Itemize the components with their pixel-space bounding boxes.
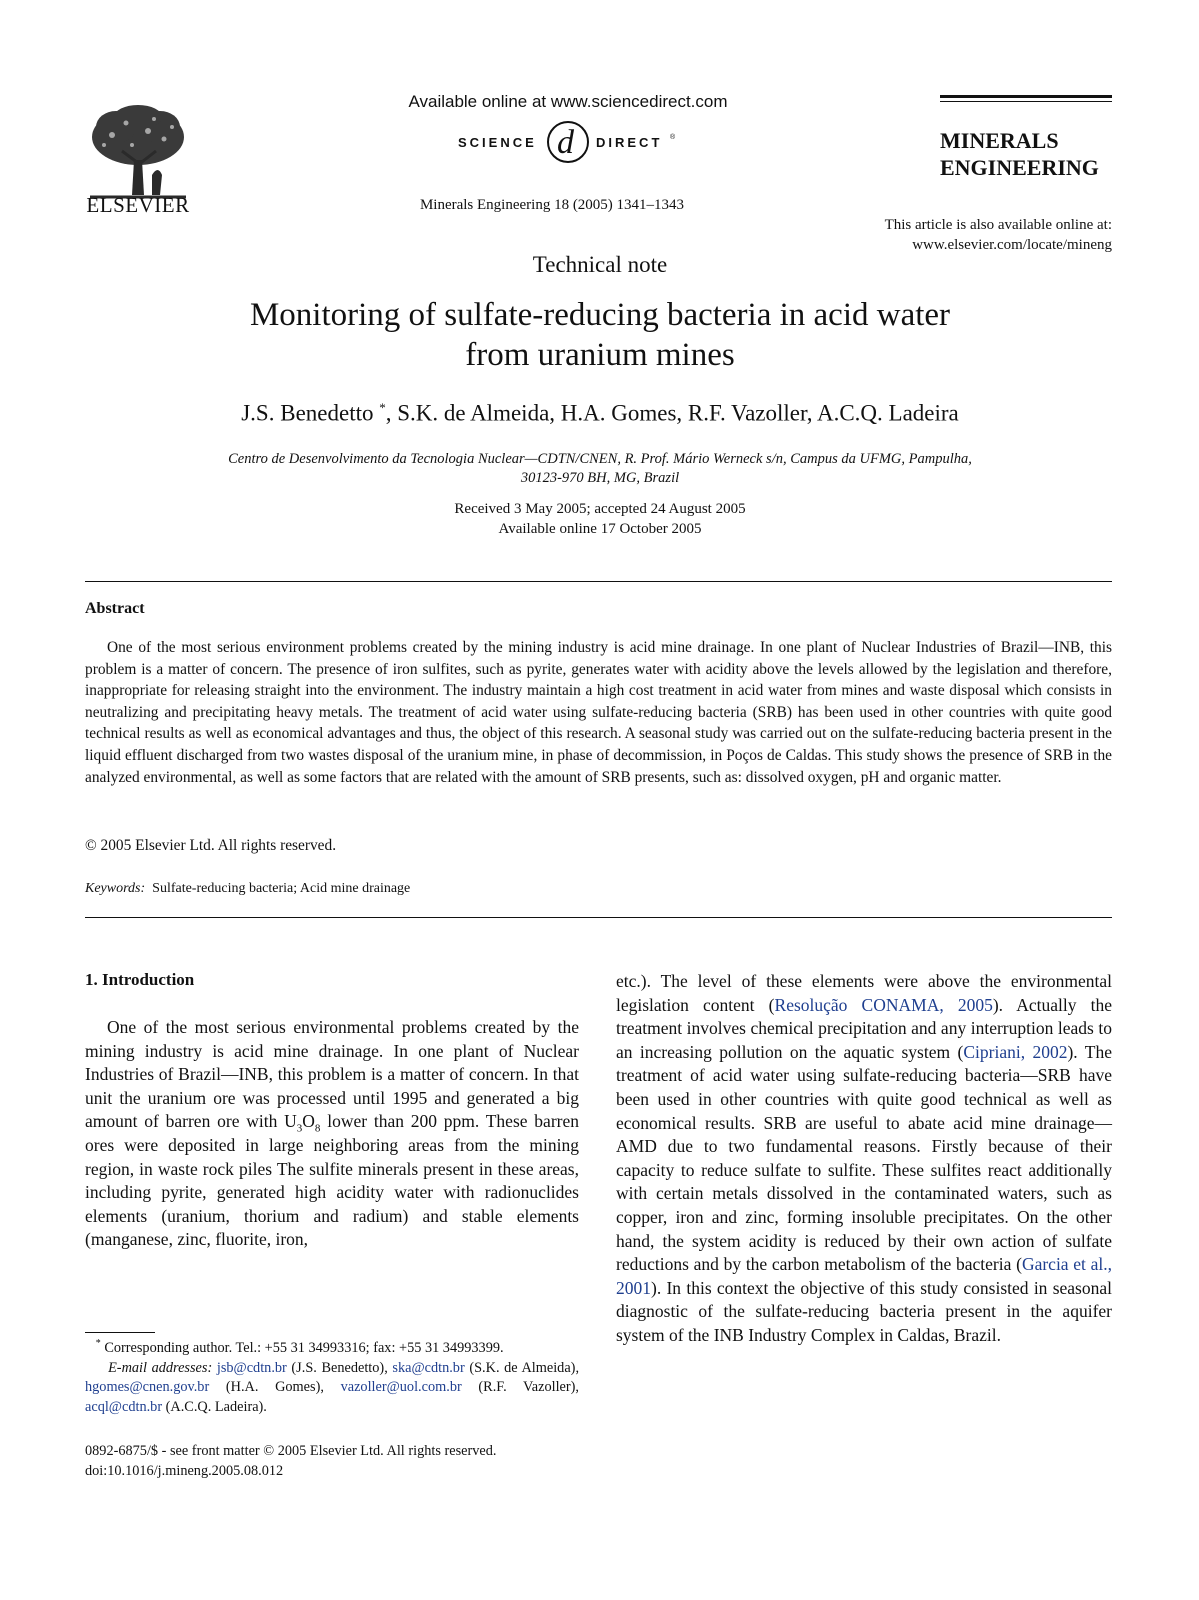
abstract-bottom-rule	[85, 917, 1112, 918]
intro-paragraph-1	[85, 1016, 579, 1252]
affiliation-line2: 30123-970 BH, MG, Brazil	[520, 470, 680, 486]
reference-link-garcia[interactable]: Garcia et al., 2001	[616, 1254, 1113, 1298]
article-title	[150, 295, 1050, 375]
journal-citation: Minerals Engineering 18 (2005) 1341–1343	[419, 197, 685, 213]
intro-text-f: ). In this context the objective of this study consisted in seasonal diagnostic of the sulfate-reducing bacteria present in the aquifer system of the INB Industry Complex in Caldas, Brazil.	[616, 1277, 1112, 1345]
journal-rule-thin	[940, 101, 1112, 102]
intro-text-o: O	[302, 1111, 315, 1132]
elsevier-wordmark: ELSEVIER	[86, 193, 190, 217]
email-link-3[interactable]: hgomes@cnen.gov.br	[85, 1379, 210, 1395]
sd-logo-mark: d	[557, 124, 574, 161]
intro-text-e: ). The treatment of acid water using sulfate-reducing bacteria—SRB have been used in other countries with quite good technical as well as economical results. SRB are useful to abate acid mine drainage—AMD due to two fundamental reasons. Firstly because of their capacity to reduce sulfate to sulfite. These sulfites react additionally with certain metals dissolved in the contaminated waters, such as copper, iron and zinc, forming insoluble precipitates. On the other hand, the system acidity is reduced by their own action of sulfate reductions and by the carbon metabolism of the bacteria (	[616, 1041, 1112, 1275]
footnote-mark: *	[95, 1338, 101, 1350]
intro-text-b: lower than 200 ppm. These barren ores were deposited in large neighboring areas from the mining region, in waste rock piles The sulfite minerals present in these areas, including pyrite, generated high acidity water with radionuclides elements (uranium, thorium and radium) and stable elements (manganese, zinc, fluorite, iron,	[85, 1111, 579, 1250]
subscript-8: 8	[314, 1122, 321, 1135]
title-line1: Monitoring of sulfate-reducing bacteria in acid water	[249, 297, 951, 333]
front-matter	[85, 1442, 585, 1481]
reference-link-conama[interactable]: Resolução CONAMA, 2005	[774, 994, 993, 1015]
journal-name-line1: MINERALS	[940, 128, 1059, 153]
footnote-rule	[85, 1332, 155, 1333]
author-1: J.S. Benedetto	[241, 400, 374, 426]
email-owner-3: (H.A. Gomes),	[209, 1379, 341, 1395]
intro-text-d: ). Actually the treatment involves chemical precipitation and any interruption leads to an increasing pollution on the aquatic system (	[616, 994, 1112, 1062]
also-available-line1: This article is also available online at:	[884, 217, 1112, 233]
email-owner-5: (A.C.Q. Ladeira).	[162, 1398, 267, 1415]
affiliation-line1: Centro de Desenvolvimento da Tecnologia Nuclear—CDTN/CNEN, R. Prof. Mário Werneck s/n, Campus da UFMG, Pampulha,	[228, 451, 972, 467]
keywords-list: Sulfate-reducing bacteria; Acid mine drainage	[152, 881, 411, 896]
sd-logo-sup: ®	[670, 134, 676, 141]
intro-text-c: etc.). The level of these elements were above the environmental legislation content (	[616, 971, 1112, 1015]
article-type: Technical note	[532, 252, 668, 277]
footnote-phone: Corresponding author. Tel.: +55 31 34993316; fax: +55 31 34993399.	[104, 1340, 504, 1356]
affiliation	[140, 450, 1060, 488]
journal-name	[940, 127, 1112, 181]
footnote-contact	[85, 1339, 579, 1359]
abstract-paragraph: One of the most serious environment problems created by the mining industry is acid mine drainage. In one plant of Nuclear Industries of Brazil—INB, this problem is a matter of concern. The presence of iron sulfites, such as pyrite, generates water with acidity above the levels allowed by the legislation and therefore, inappropriate for releasing straight into the environment. The industry maintain a high cost treatment in acid water from mines and waste disposal which consists in neutralizing and precipitating heavy metals. The treatment of acid water using sulfate-reducing bacteria (SRB) has been used in other countries with quite good technical results as well as economical advantages and thus, the object of this research. A seasonal study was carried out on the sulfate-reducing bacteria present in the liquid effluent discharged from two wastes disposal of the uranium mine, in phase of decommission, in Poços de Caldas. This study shows the presence of SRB in the analyzed environmental, as well as some factors that are related with the amount of SRB presents, such as: dissolved oxygen, pH and organic matter.	[85, 639, 1112, 786]
email-link-1[interactable]: jsb@cdtn.br	[216, 1359, 287, 1376]
intro-text-a: One of the most serious environmental problems created by the mining industry is acid mine drainage. In one plant of Nuclear Industries of Brazil—INB, this problem is a matter of concern. In that unit the uranium ore was processed until 1995 and generated a big amount of barren ore with U	[85, 1017, 579, 1132]
subscript-3: 3	[296, 1122, 303, 1135]
journal-name-line2: ENGINEERING	[940, 155, 1099, 180]
authors-rest: , S.K. de Almeida, H.A. Gomes, R.F. Vazoller, A.C.Q. Ladeira	[385, 400, 959, 426]
keywords	[85, 881, 410, 897]
corresponding-author-footnote	[85, 1339, 579, 1417]
email-owner-2: (S.K. de Almeida),	[464, 1359, 580, 1376]
title-line2: from uranium mines	[465, 337, 735, 373]
email-link-4[interactable]: vazoller@uol.com.br	[340, 1379, 462, 1395]
sd-logo-right: DIRECT	[596, 135, 663, 150]
reference-link-cipriani[interactable]: Cipriani, 2002	[963, 1041, 1068, 1062]
sciencedirect-logo	[456, 117, 681, 167]
footnote-emails	[85, 1359, 579, 1418]
abstract-body	[85, 637, 1112, 788]
author-list	[100, 400, 1100, 427]
intro-paragraph-continued	[616, 970, 1112, 1348]
email-owner-1: (J.S. Benedetto),	[286, 1359, 393, 1376]
journal-rule-thick	[940, 95, 1112, 98]
email-owner-4: (R.F. Vazoller),	[478, 1379, 579, 1395]
abstract-copyright: © 2005 Elsevier Ltd. All rights reserved.	[85, 837, 337, 854]
email-link-5[interactable]: acql@cdtn.br	[85, 1398, 163, 1415]
issn-line: 0892-6875/$ - see front matter © 2005 Elsevier Ltd. All rights reserved.	[85, 1443, 497, 1459]
keywords-label: Keywords:	[85, 881, 146, 896]
available-date: Available online 17 October 2005	[498, 521, 702, 537]
journal-url[interactable]: www.elsevier.com/locate/mineng	[912, 237, 1112, 253]
sd-logo-left: SCIENCE	[458, 135, 537, 150]
also-available-notice	[800, 215, 1112, 255]
article-dates	[300, 499, 900, 539]
left-column-text	[85, 1016, 579, 1252]
email-link-2[interactable]: ska@cdtn.br	[392, 1359, 465, 1376]
section-heading-introduction: 1. Introduction	[85, 970, 195, 989]
abstract-heading: Abstract	[85, 600, 145, 617]
email-label: E-mail addresses:	[108, 1359, 213, 1376]
doi-line[interactable]: doi:10.1016/j.mineng.2005.08.012	[85, 1462, 284, 1479]
corresponding-mark[interactable]: *	[379, 400, 386, 415]
right-column-text	[616, 970, 1112, 1348]
received-date: Received 3 May 2005; accepted 24 August 2005	[454, 501, 746, 517]
abstract-top-rule	[85, 581, 1112, 582]
available-online-notice: Available online at www.sciencedirect.com	[408, 92, 728, 111]
